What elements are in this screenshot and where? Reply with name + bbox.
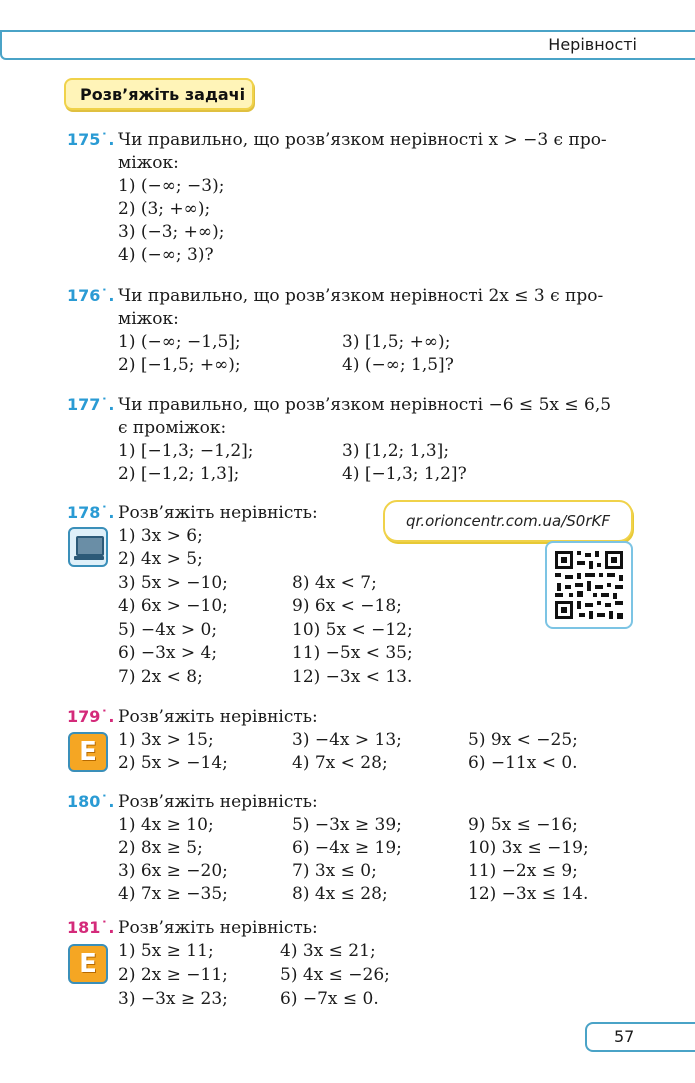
exercise-item: 1) 3x > 15;: [118, 730, 214, 750]
problem-text: Чи правильно, що розв’язком нерівності −6 ≤ 5x ≤ 6,5: [118, 395, 612, 415]
problem-text: Чи правильно, що розв’язком нерівності 2x ≤ 3 є про-: [118, 286, 604, 306]
answer-option: 2) (3; +∞);: [118, 199, 211, 219]
problem-text: Чи правильно, що розв’язком нерівності x > −3 є про-: [118, 130, 607, 150]
problem-text: міжок:: [118, 309, 179, 329]
problem-number: 179˙.: [67, 707, 115, 726]
exercise-item: 2) 4x > 5;: [118, 549, 203, 569]
problem-number: 177˙.: [67, 395, 115, 414]
exercise-item: 5) −3x ≥ 39;: [292, 815, 402, 835]
answer-option: 3) (−3; +∞);: [118, 222, 225, 242]
answer-option: 1) (−∞; −1,5];: [118, 332, 241, 352]
answer-option: 2) [−1,5; +∞);: [118, 355, 241, 375]
problem-text: міжок:: [118, 153, 179, 173]
problem-number: 178˙.: [67, 503, 115, 522]
qr-code-icon: [547, 543, 631, 627]
exercise-item: 6) −4x ≥ 19;: [292, 838, 402, 858]
qr-code: [545, 541, 633, 629]
answer-option: 4) (−∞; 1,5]?: [342, 355, 454, 375]
answer-option: 1) [−1,3; −1,2];: [118, 441, 254, 461]
section-badge: [64, 78, 254, 110]
exercise-item: 3) 5x > −10;: [118, 573, 228, 593]
problem-text: Розв’яжіть нерівність:: [118, 792, 318, 812]
exercise-item: 8) 4x ≤ 28;: [292, 884, 388, 904]
exercise-item: 11) −2x ≤ 9;: [468, 861, 578, 881]
exercise-item: 6) −7x ≤ 0.: [280, 989, 379, 1009]
problem-number: 176˙.: [67, 286, 115, 305]
exercise-item: 4) 7x ≥ −35;: [118, 884, 228, 904]
exercise-item: 1) 3x > 6;: [118, 526, 203, 546]
exercise-item: 7) 3x ≤ 0;: [292, 861, 377, 881]
header-title: Нерівності: [548, 35, 637, 54]
problem-number: 180˙.: [67, 792, 115, 811]
exercise-item: 9) 5x ≤ −16;: [468, 815, 578, 835]
exercise-item: 11) −5x < 35;: [292, 643, 413, 663]
exercise-item: 10) 5x < −12;: [292, 620, 413, 640]
answer-option: 3) [1,2; 1,3];: [342, 441, 450, 461]
e-icon: E: [68, 732, 108, 772]
exercise-item: 2) 5x > −14;: [118, 753, 228, 773]
exercise-item: 12) −3x ≤ 14.: [468, 884, 589, 904]
page-number: 57: [614, 1027, 635, 1046]
qr-url[interactable]: qr.orioncentr.com.ua/S0rKF: [406, 512, 610, 530]
exercise-item: 5) 9x < −25;: [468, 730, 578, 750]
exercise-item: 6) −3x > 4;: [118, 643, 218, 663]
problem-text: Розв’яжіть нерівність:: [118, 503, 318, 523]
exercise-item: 3) −4x > 13;: [292, 730, 402, 750]
computer-icon: [68, 527, 108, 567]
exercise-item: 8) 4x < 7;: [292, 573, 377, 593]
exercise-item: 3) 6x ≥ −20;: [118, 861, 228, 881]
exercise-item: 6) −11x < 0.: [468, 753, 578, 773]
exercise-item: 5) −4x > 0;: [118, 620, 218, 640]
answer-option: 4) [−1,3; 1,2]?: [342, 464, 467, 484]
qr-link-badge[interactable]: [383, 500, 633, 542]
exercise-item: 1) 5x ≥ 11;: [118, 941, 214, 961]
e-icon: E: [68, 944, 108, 984]
exercise-item: 4) 6x > −10;: [118, 596, 228, 616]
exercise-item: 1) 4x ≥ 10;: [118, 815, 214, 835]
exercise-item: 5) 4x ≤ −26;: [280, 965, 390, 985]
exercise-item: 12) −3x < 13.: [292, 667, 413, 687]
exercise-item: 4) 3x ≤ 21;: [280, 941, 376, 961]
exercise-item: 4) 7x < 28;: [292, 753, 388, 773]
answer-option: 1) (−∞; −3);: [118, 176, 225, 196]
exercise-item: 7) 2x < 8;: [118, 667, 203, 687]
exercise-item: 2) 2x ≥ −11;: [118, 965, 228, 985]
exercise-item: 10) 3x ≤ −19;: [468, 838, 589, 858]
problem-number: 181˙.: [67, 918, 115, 937]
answer-option: 3) [1,5; +∞);: [342, 332, 451, 352]
page-number-frame: [585, 1022, 695, 1052]
answer-option: 4) (−∞; 3)?: [118, 245, 214, 265]
answer-option: 2) [−1,2; 1,3];: [118, 464, 240, 484]
exercise-item: 9) 6x < −18;: [292, 596, 402, 616]
problem-text: Розв’яжіть нерівність:: [118, 918, 318, 938]
exercise-item: 2) 8x ≥ 5;: [118, 838, 203, 858]
section-title: Розв’яжіть задачі: [80, 85, 246, 104]
exercise-item: 3) −3x ≥ 23;: [118, 989, 228, 1009]
problem-text: Розв’яжіть нерівність:: [118, 707, 318, 727]
problem-number: 175˙.: [67, 130, 115, 149]
problem-text: є проміжок:: [118, 418, 227, 438]
